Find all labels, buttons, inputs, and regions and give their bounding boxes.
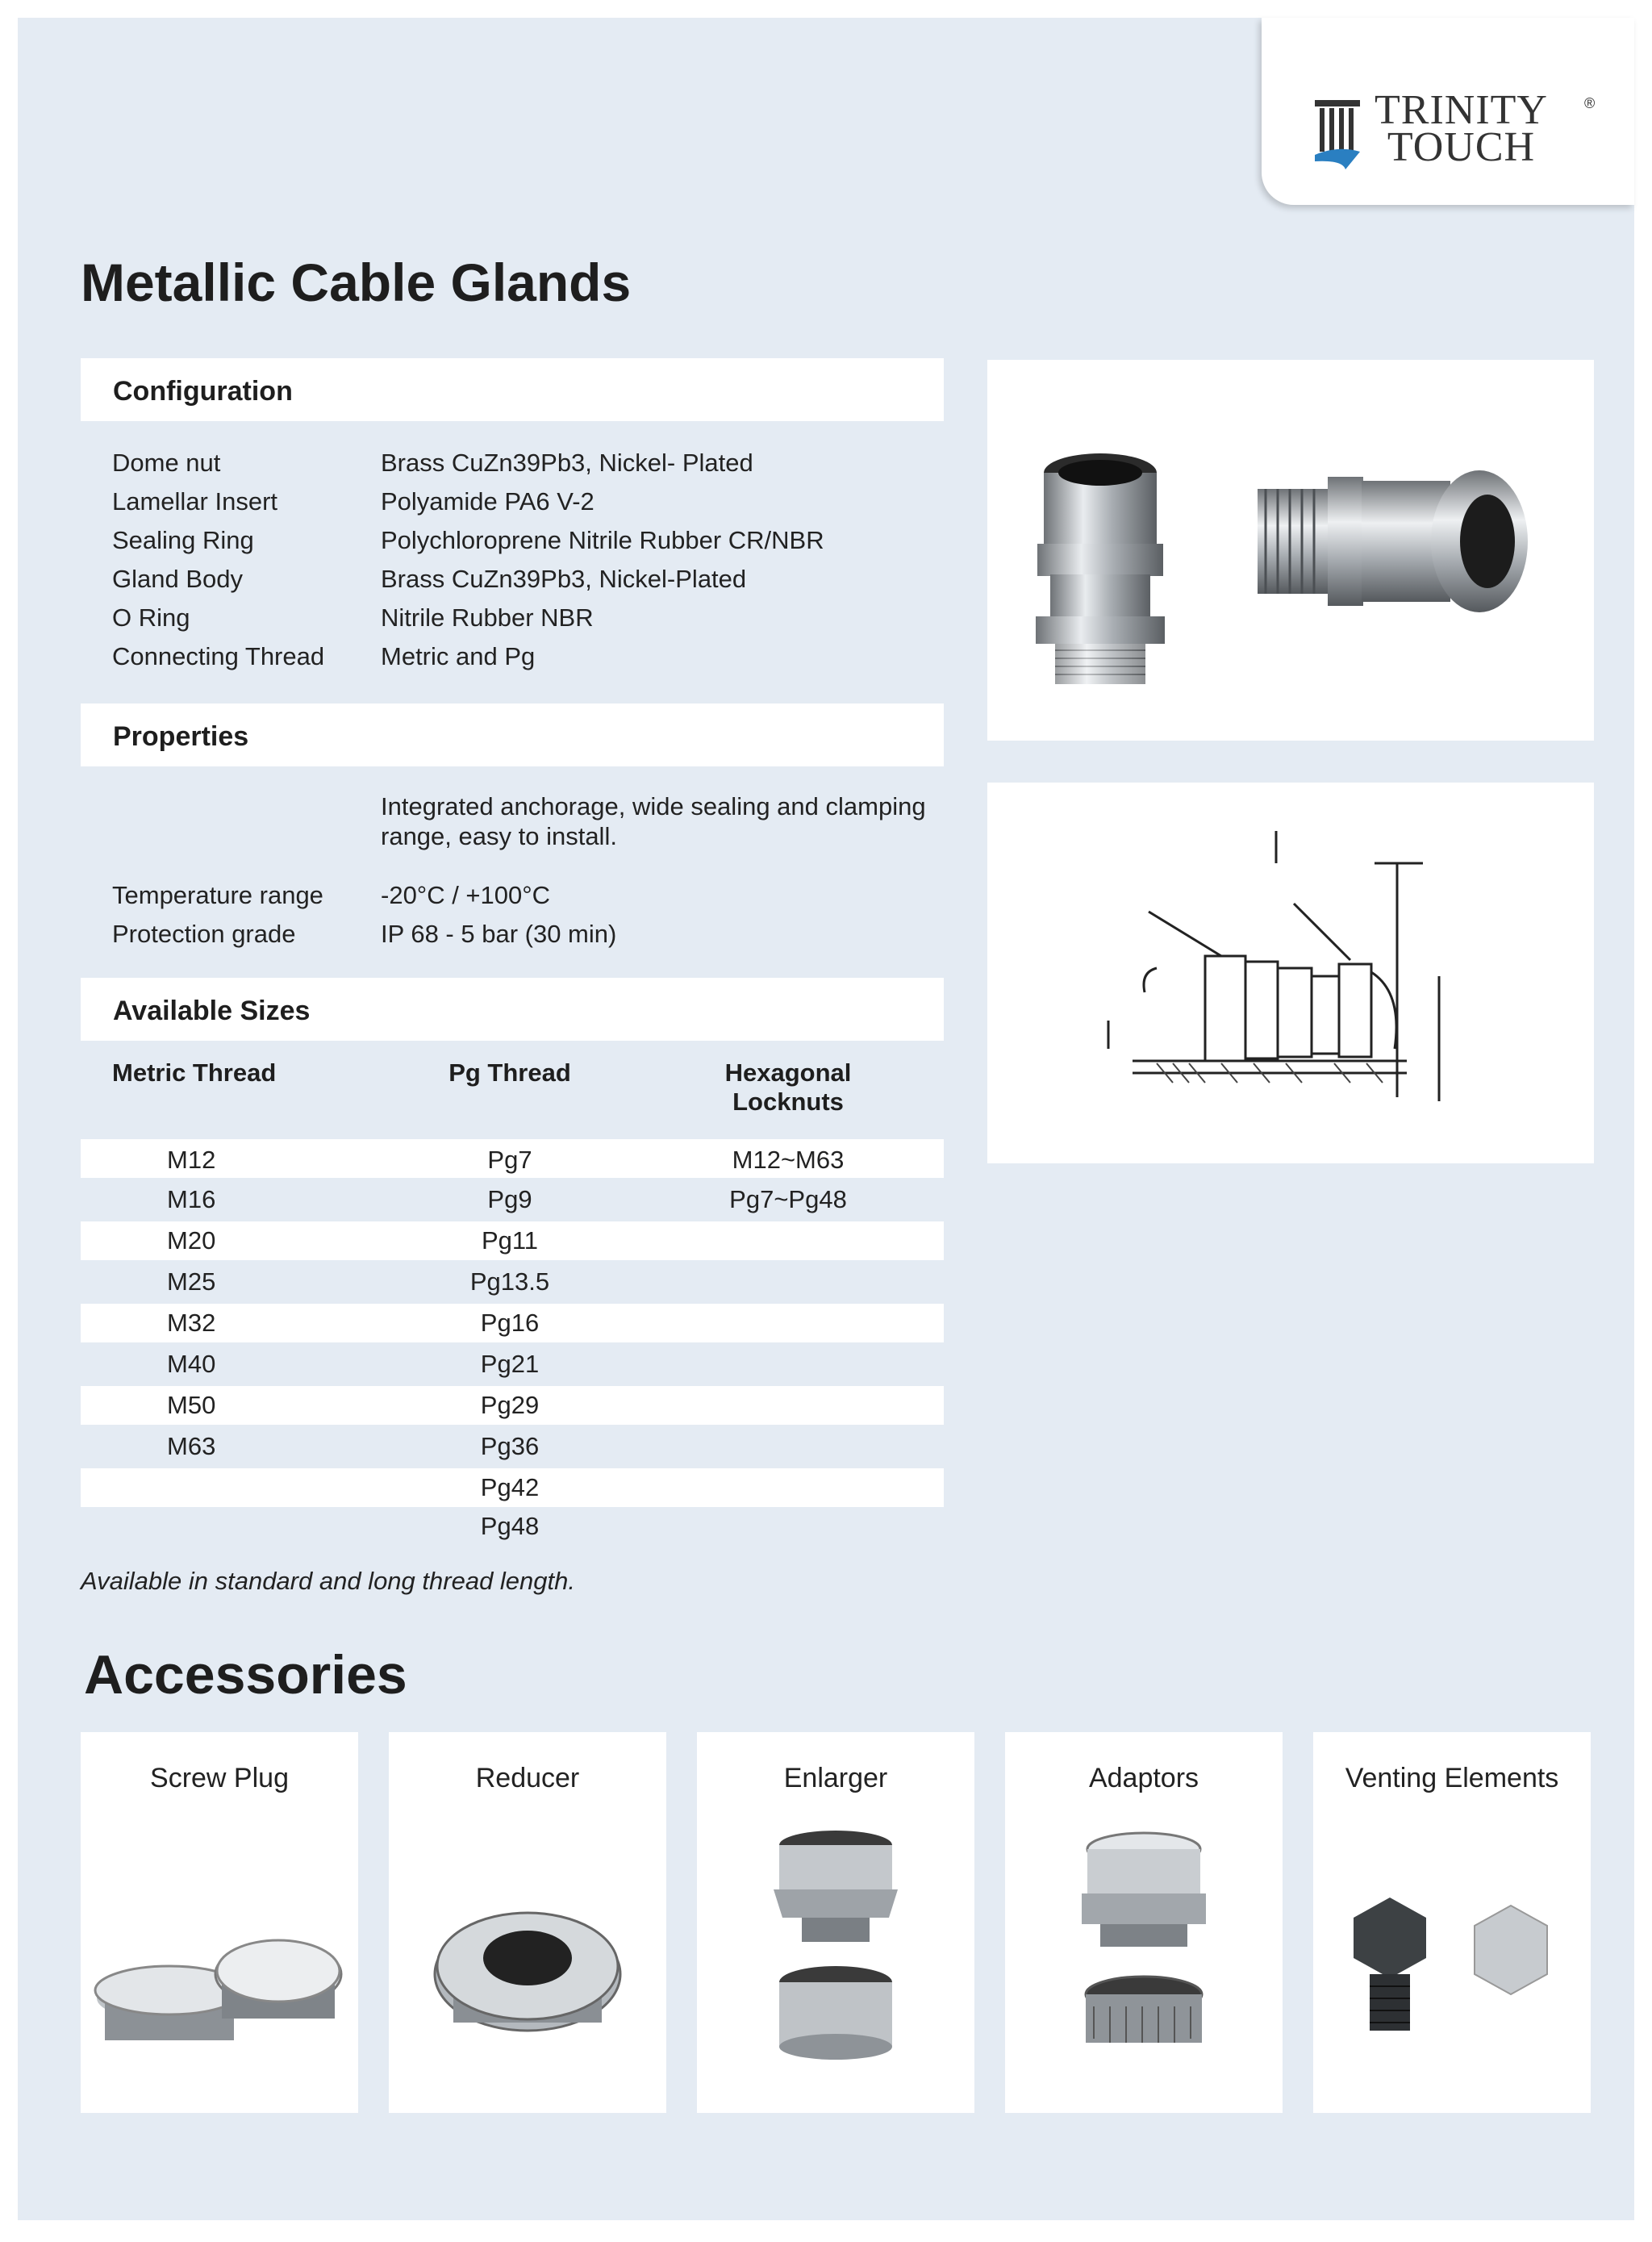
col-header-hex-line2: Locknuts (732, 1088, 844, 1116)
configuration-heading: Configuration (113, 376, 293, 407)
accessories-heading: Accessories (84, 1644, 407, 1706)
property-value: IP 68 - 5 bar (30 min) (381, 920, 617, 948)
property-value: -20°C / +100°C (381, 881, 551, 909)
metric-cell: M50 (167, 1391, 216, 1419)
registered-mark: ® (1584, 95, 1596, 111)
properties-heading: Properties (113, 721, 249, 752)
accessory-label: Screw Plug (150, 1763, 289, 1793)
config-label: Sealing Ring (112, 526, 254, 554)
pg-cell: Pg29 (480, 1391, 540, 1419)
brand-name (1375, 87, 1548, 170)
config-value: Nitrile Rubber NBR (381, 603, 594, 632)
pg-cell: Pg36 (480, 1432, 540, 1460)
brand-name-line1: TRINITY (1375, 87, 1548, 133)
accessory-label: Venting Elements (1345, 1763, 1559, 1793)
brand-name-line2: TOUCH (1387, 124, 1536, 170)
config-label: O Ring (112, 603, 190, 632)
metric-cell: M16 (167, 1185, 216, 1213)
accessory-card-reducer (389, 1732, 666, 2113)
technical-drawing-panel (987, 783, 1594, 1163)
property-label: Temperature range (112, 881, 323, 909)
screw-plug-image (81, 1813, 358, 2087)
pg-cell: Pg42 (480, 1473, 540, 1501)
config-label: Dome nut (112, 449, 221, 477)
adaptors-image (1005, 1813, 1283, 2087)
config-value: Metric and Pg (381, 642, 536, 670)
pg-cell: Pg21 (480, 1350, 540, 1378)
metric-cell: M40 (167, 1350, 216, 1378)
col-header-pg: Pg Thread (448, 1058, 571, 1087)
properties-header (81, 703, 944, 766)
sizes-heading: Available Sizes (113, 996, 311, 1026)
cable-gland-photo (987, 360, 1594, 741)
config-value: Polyamide PA6 V-2 (381, 487, 594, 516)
accessory-card-enlarger (697, 1732, 974, 2113)
brand-logo-box (1262, 18, 1634, 205)
accessory-card-venting-elements (1313, 1732, 1591, 2113)
product-photo-panel (987, 360, 1594, 741)
pg-cell: Pg11 (481, 1226, 539, 1255)
metric-cell: M25 (167, 1267, 216, 1296)
pg-cell: Pg7 (487, 1146, 532, 1174)
metric-cell: M20 (167, 1226, 216, 1255)
accessory-card-adaptors (1005, 1732, 1283, 2113)
pg-cell: Pg48 (480, 1512, 540, 1540)
metric-cell: M32 (167, 1309, 216, 1337)
col-header-hex (687, 1058, 889, 1117)
sizes-header (81, 978, 944, 1041)
hex-cell: Pg7~Pg48 (729, 1185, 847, 1213)
accessory-label: Adaptors (1088, 1763, 1199, 1793)
pg-cell: Pg16 (480, 1309, 540, 1337)
config-value: Brass CuZn39Pb3, Nickel- Plated (381, 449, 753, 477)
metric-cell: M12 (167, 1146, 216, 1174)
trinity-column-logo-icon (1313, 98, 1362, 171)
config-label: Gland Body (112, 565, 243, 593)
thread-length-note: Available in standard and long thread length. (81, 1567, 575, 1595)
page-title: Metallic Cable Glands (81, 253, 632, 312)
property-label: Protection grade (112, 920, 296, 948)
venting-elements-image (1313, 1813, 1591, 2087)
config-value: Brass CuZn39Pb3, Nickel-Plated (381, 565, 747, 593)
properties-description-line1: Integrated anchorage, wide sealing and clamping (381, 792, 926, 820)
col-header-metric: Metric Thread (112, 1058, 277, 1087)
metric-cell: M63 (167, 1432, 216, 1460)
cable-gland-technical-drawing (987, 783, 1594, 1163)
col-header-hex-line1: Hexagonal (724, 1058, 852, 1087)
pg-cell: Pg9 (487, 1185, 532, 1213)
accessory-label: Enlarger (783, 1763, 888, 1793)
configuration-header (81, 358, 944, 421)
pg-cell: Pg13.5 (469, 1267, 550, 1296)
page-sheet (18, 18, 1634, 2220)
accessory-label: Reducer (475, 1763, 580, 1793)
config-label: Lamellar Insert (112, 487, 278, 516)
enlarger-image (697, 1813, 974, 2087)
reducer-image (389, 1813, 666, 2087)
properties-description-line2: range, easy to install. (381, 822, 617, 850)
config-label: Connecting Thread (112, 642, 325, 670)
config-value: Polychloroprene Nitrile Rubber CR/NBR (381, 526, 824, 554)
accessory-card-screw-plug (81, 1732, 358, 2113)
hex-cell: M12~M63 (732, 1146, 845, 1174)
